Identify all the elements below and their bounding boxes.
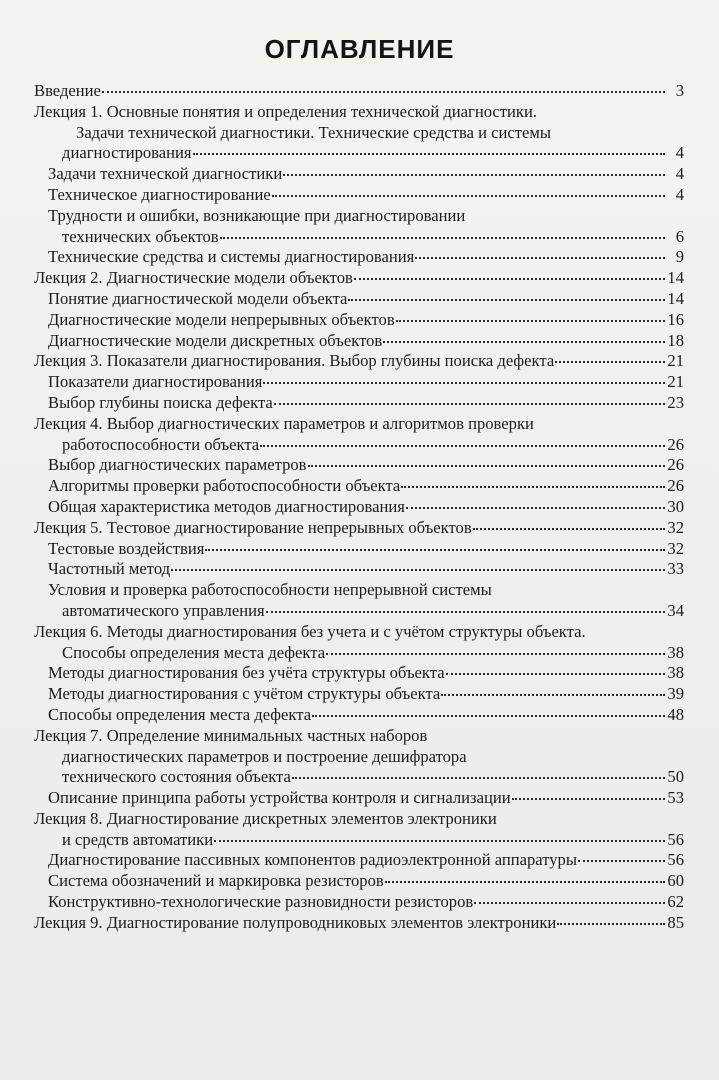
toc-line bbox=[34, 143, 684, 164]
page-number: 62 bbox=[667, 892, 684, 912]
dot-leader bbox=[383, 341, 665, 343]
toc-entry-section[interactable] bbox=[34, 580, 684, 622]
toc-entry-text: Лекция 5. Тестовое диагностирование непрерывных объектов bbox=[34, 517, 472, 537]
page-number: 21 bbox=[667, 372, 684, 392]
page-number: 30 bbox=[667, 496, 684, 516]
page-number: 4 bbox=[675, 184, 684, 204]
dot-leader bbox=[205, 549, 665, 551]
toc-entry-section[interactable] bbox=[34, 788, 684, 809]
toc-entry-text: Условия и проверка работоспособности непрерывной системы bbox=[48, 580, 492, 600]
toc-entry-text: работоспособности объекта bbox=[62, 434, 260, 454]
toc-entry-lecture[interactable] bbox=[34, 81, 684, 102]
toc-entry-lecture[interactable] bbox=[34, 268, 684, 289]
page-number: 50 bbox=[667, 767, 684, 787]
toc-entry-text: Лекция 1. Основные понятия и определения технической диагностики. bbox=[34, 101, 538, 121]
page-number: 48 bbox=[667, 704, 684, 724]
toc-entry-text: Лекция 8. Диагностирование дискретных элементов электроники bbox=[34, 808, 497, 828]
dot-leader bbox=[441, 694, 665, 696]
page-number: 14 bbox=[667, 288, 684, 308]
dot-leader bbox=[578, 860, 665, 862]
toc-line bbox=[48, 539, 684, 560]
toc-line bbox=[34, 643, 684, 664]
toc-entry-section[interactable] bbox=[34, 185, 684, 206]
toc-entry-text: диагностирования bbox=[62, 143, 192, 163]
toc-entry-section[interactable] bbox=[34, 331, 684, 352]
toc-line bbox=[48, 289, 684, 310]
toc-line bbox=[48, 227, 684, 248]
toc-entry-lecture[interactable] bbox=[34, 726, 684, 788]
page-number: 16 bbox=[667, 309, 684, 329]
toc-entry-text: Лекция 7. Определение минимальных частных наборов bbox=[34, 725, 428, 745]
dot-leader bbox=[557, 923, 665, 925]
page-number: 3 bbox=[675, 81, 684, 100]
toc-entry-text: Диагностические модели непрерывных объектов bbox=[48, 309, 395, 329]
toc-entry-section[interactable] bbox=[34, 164, 684, 185]
toc-entry-text: Задачи технической диагностики. Технические средства и системы bbox=[76, 122, 552, 142]
dot-leader bbox=[220, 237, 665, 239]
dot-leader bbox=[102, 91, 665, 93]
toc-line bbox=[34, 767, 684, 788]
toc-entry-section[interactable] bbox=[34, 705, 684, 726]
dot-leader bbox=[354, 278, 665, 280]
page-number: 38 bbox=[667, 663, 684, 683]
toc-line bbox=[34, 81, 684, 102]
page-number: 4 bbox=[675, 143, 684, 163]
toc-entry-text: Алгоритмы проверки работоспособности объекта bbox=[48, 476, 401, 496]
toc-entry-text: Лекция 6. Методы диагностирования без учета и с учётом структуры объекта. bbox=[34, 621, 586, 641]
dot-leader bbox=[401, 486, 665, 488]
page-number: 9 bbox=[675, 247, 684, 267]
dot-leader bbox=[555, 361, 665, 363]
toc-line bbox=[48, 372, 684, 393]
toc-entry-section[interactable] bbox=[34, 663, 684, 684]
dot-leader bbox=[283, 174, 665, 176]
page-number: 56 bbox=[667, 850, 684, 870]
toc-entry-text: Понятие диагностической модели объекта bbox=[48, 288, 348, 308]
dot-leader bbox=[274, 403, 665, 405]
page-number: 32 bbox=[667, 517, 684, 537]
toc-line bbox=[48, 164, 684, 185]
toc-entry-text: Методы диагностирования с учётом структуры объекта bbox=[48, 684, 441, 704]
toc-entry-text: автоматического управления bbox=[62, 600, 265, 620]
toc-line bbox=[48, 684, 684, 705]
dot-leader bbox=[446, 673, 665, 675]
toc-entry-text: Система обозначений и маркировка резисторов bbox=[48, 871, 384, 891]
toc-entry-section[interactable] bbox=[34, 289, 684, 310]
toc-entry-text: Диагностические модели дискретных объектов bbox=[48, 330, 383, 350]
toc-line bbox=[48, 850, 684, 871]
toc-line bbox=[48, 601, 684, 622]
page-number: 26 bbox=[667, 476, 684, 496]
toc-entry-lecture[interactable] bbox=[34, 123, 684, 165]
toc-line bbox=[48, 892, 684, 913]
toc-line bbox=[48, 559, 684, 580]
toc-entry-section[interactable] bbox=[34, 476, 684, 497]
toc-entry-section[interactable] bbox=[34, 206, 684, 248]
toc-line bbox=[48, 788, 684, 809]
toc-entry-section[interactable] bbox=[34, 497, 684, 518]
page-number: 23 bbox=[667, 392, 684, 412]
dot-leader bbox=[406, 507, 665, 509]
toc-entry-lecture[interactable] bbox=[34, 913, 684, 934]
toc-entry-text: Техническое диагностирование bbox=[48, 184, 271, 204]
dot-leader bbox=[171, 569, 665, 571]
page-number: 33 bbox=[667, 559, 684, 579]
toc-line bbox=[48, 247, 684, 268]
toc-entry-section[interactable] bbox=[34, 892, 684, 913]
toc-entry-text: Диагностирование пассивных компонентов радиоэлектронной аппаратуры bbox=[48, 850, 577, 870]
dot-leader bbox=[263, 382, 665, 384]
toc-entry-text: технических объектов bbox=[62, 226, 219, 246]
dot-leader bbox=[266, 611, 665, 613]
page-number: 60 bbox=[667, 871, 684, 891]
toc-line bbox=[48, 310, 684, 331]
dot-leader bbox=[396, 320, 665, 322]
toc-entry-section[interactable] bbox=[34, 393, 684, 414]
page-number: 4 bbox=[675, 164, 684, 184]
dot-leader bbox=[512, 798, 665, 800]
toc-entry-text: и средств автоматики bbox=[62, 829, 214, 849]
page-number: 26 bbox=[667, 455, 684, 475]
toc-entry-text: Лекция 2. Диагностические модели объектов bbox=[34, 268, 353, 288]
page-number: 14 bbox=[667, 268, 684, 288]
toc-title: ОГЛАВЛЕНИЕ bbox=[264, 34, 455, 64]
toc-line bbox=[34, 435, 684, 456]
toc-entry-lecture[interactable] bbox=[34, 622, 684, 664]
toc-line bbox=[34, 913, 684, 934]
toc-entry-section[interactable] bbox=[34, 559, 684, 580]
toc-entry-section[interactable] bbox=[34, 310, 684, 331]
toc-line bbox=[48, 497, 684, 518]
page-number: 56 bbox=[667, 829, 684, 849]
dot-leader bbox=[193, 153, 665, 155]
toc-line bbox=[48, 663, 684, 684]
dot-leader bbox=[326, 653, 665, 655]
page-number: 32 bbox=[667, 538, 684, 558]
page-number: 38 bbox=[667, 642, 684, 662]
toc-entry-lecture[interactable] bbox=[34, 351, 684, 372]
toc-line bbox=[34, 268, 684, 289]
toc-entry-text: Задачи технической диагностики bbox=[48, 164, 283, 184]
toc-line bbox=[34, 830, 684, 851]
toc-entry-text: Введение bbox=[34, 81, 101, 100]
dot-leader bbox=[214, 840, 665, 842]
page-number: 21 bbox=[667, 351, 684, 371]
page-number: 53 bbox=[667, 788, 684, 808]
toc-entry-lecture[interactable] bbox=[34, 414, 684, 456]
toc-entry-text: Способы определения места дефекта bbox=[62, 642, 326, 662]
toc-entry-text: диагностических параметров и построение дешифратора bbox=[62, 746, 467, 766]
toc-entry-text: Методы диагностирования без учёта структуры объекта bbox=[48, 663, 445, 683]
toc-entry-section[interactable] bbox=[34, 455, 684, 476]
toc-entry-section[interactable] bbox=[34, 372, 684, 393]
page-number: 6 bbox=[675, 226, 684, 246]
dot-leader bbox=[312, 715, 665, 717]
dot-leader bbox=[308, 465, 665, 467]
toc-entry-text: Трудности и ошибки, возникающие при диагностировании bbox=[48, 205, 466, 225]
dot-leader bbox=[415, 257, 665, 259]
dot-leader bbox=[473, 528, 665, 530]
toc-entry-text: Выбор глубины поиска дефекта bbox=[48, 392, 273, 412]
toc-entry-text: Тестовые воздействия bbox=[48, 538, 205, 558]
toc-entry-text: Технические средства и системы диагностирования bbox=[48, 247, 415, 267]
page-number: 18 bbox=[667, 330, 684, 350]
dot-leader bbox=[348, 299, 665, 301]
toc-line bbox=[48, 871, 684, 892]
toc-line bbox=[48, 185, 684, 206]
toc-line bbox=[48, 476, 684, 497]
page-number: 85 bbox=[667, 912, 684, 932]
toc-line bbox=[48, 393, 684, 414]
page-number: 34 bbox=[667, 600, 684, 620]
toc-line bbox=[48, 705, 684, 726]
toc-entry-text: Лекция 4. Выбор диагностических параметров и алгоритмов проверки bbox=[34, 413, 534, 433]
toc-entry-text: Лекция 9. Диагностирование полупроводниковых элементов электроники bbox=[34, 912, 557, 932]
toc-entry-text: Общая характеристика методов диагностирования bbox=[48, 496, 405, 516]
table-of-contents bbox=[34, 81, 684, 934]
toc-line bbox=[48, 455, 684, 476]
toc-entry-lecture[interactable] bbox=[34, 809, 684, 851]
toc-entry-section[interactable] bbox=[34, 684, 684, 705]
toc-entry-text: Описание принципа работы устройства контроля и сигнализации bbox=[48, 788, 511, 808]
toc-entry-section[interactable] bbox=[34, 247, 684, 268]
page-number: 26 bbox=[667, 434, 684, 454]
dot-leader bbox=[260, 445, 665, 447]
toc-line bbox=[34, 518, 684, 539]
dot-leader bbox=[292, 777, 665, 779]
toc-entry-section[interactable] bbox=[34, 850, 684, 871]
toc-entry-section[interactable] bbox=[34, 539, 684, 560]
toc-line bbox=[48, 331, 684, 352]
dot-leader bbox=[272, 195, 665, 197]
toc-entry-lecture[interactable] bbox=[34, 102, 684, 123]
toc-line bbox=[34, 351, 684, 372]
toc-entry-section[interactable] bbox=[34, 871, 684, 892]
toc-entry-text: Конструктивно-технологические разновидности резисторов bbox=[48, 892, 474, 912]
page-number: 39 bbox=[667, 684, 684, 704]
toc-entry-text: Выбор диагностических параметров bbox=[48, 455, 307, 475]
toc-entry-text: Способы определения места дефекта bbox=[48, 704, 312, 724]
dot-leader bbox=[474, 902, 665, 904]
toc-entry-lecture[interactable] bbox=[34, 518, 684, 539]
toc-entry-text: Частотный метод bbox=[48, 559, 171, 579]
toc-entry-text: Лекция 3. Показатели диагностирования. Выбор глубины поиска дефекта bbox=[34, 351, 555, 371]
toc-entry-text: Показатели диагностирования bbox=[48, 372, 263, 392]
dot-leader bbox=[385, 881, 665, 883]
toc-entry-text: технического состояния объекта bbox=[62, 767, 291, 787]
